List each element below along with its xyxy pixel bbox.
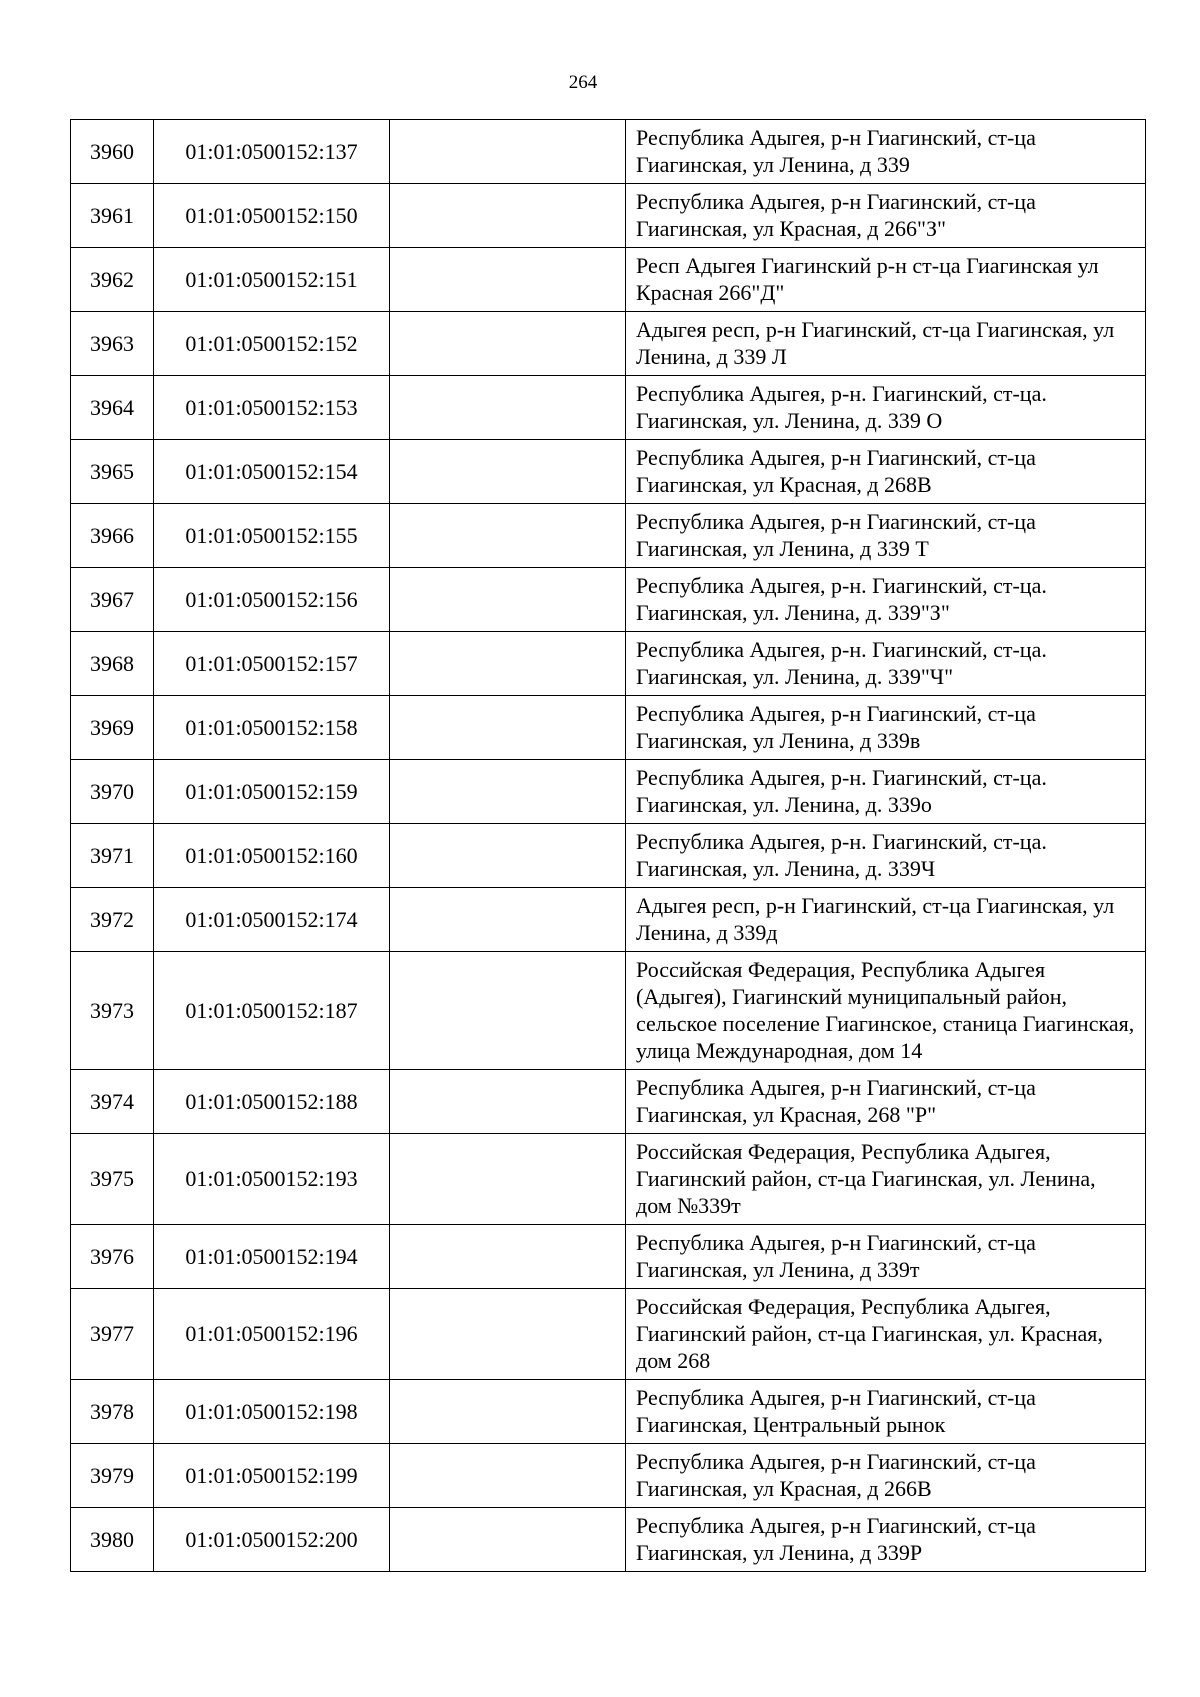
row-number-cell: 3962 — [71, 248, 154, 312]
table-row — [71, 184, 1146, 248]
empty-cell — [390, 760, 626, 824]
empty-cell — [390, 248, 626, 312]
row-number-cell: 3960 — [71, 120, 154, 184]
registry-table — [70, 119, 1146, 1572]
table-row — [71, 1380, 1146, 1444]
address-cell: Российская Федерация, Республика Адыгея, Гиагинский район, ст-ца Гиагинская, ул. Ленина, дом №339т — [626, 1134, 1146, 1225]
empty-cell — [390, 1134, 626, 1225]
cadastral-number-cell: 01:01:0500152:159 — [154, 760, 390, 824]
table-row — [71, 1508, 1146, 1572]
cadastral-number-cell: 01:01:0500152:155 — [154, 504, 390, 568]
table-row — [71, 1225, 1146, 1289]
empty-cell — [390, 1225, 626, 1289]
empty-cell — [390, 1380, 626, 1444]
address-cell: Адыгея респ, р-н Гиагинский, ст-ца Гиагинская, ул Ленина, д 339д — [626, 888, 1146, 952]
cadastral-number-cell: 01:01:0500152:153 — [154, 376, 390, 440]
empty-cell — [390, 568, 626, 632]
row-number-cell: 3969 — [71, 696, 154, 760]
address-cell: Республика Адыгея, р-н Гиагинский, ст-ца Гиагинская, ул Ленина, д 339т — [626, 1225, 1146, 1289]
cadastral-number-cell: 01:01:0500152:174 — [154, 888, 390, 952]
table-row — [71, 888, 1146, 952]
row-number-cell: 3961 — [71, 184, 154, 248]
address-cell: Российская Федерация, Республика Адыгея, Гиагинский район, ст-ца Гиагинская, ул. Красная, дом 268 — [626, 1289, 1146, 1380]
empty-cell — [390, 440, 626, 504]
address-cell: Республика Адыгея, р-н Гиагинский, ст-ца Гиагинская, ул Красная, 268 "Р" — [626, 1070, 1146, 1134]
cadastral-number-cell: 01:01:0500152:196 — [154, 1289, 390, 1380]
cadastral-number-cell: 01:01:0500152:152 — [154, 312, 390, 376]
address-cell: Республика Адыгея, р-н. Гиагинский, ст-ца. Гиагинская, ул. Ленина, д. 339Ч — [626, 824, 1146, 888]
empty-cell — [390, 184, 626, 248]
cadastral-number-cell: 01:01:0500152:150 — [154, 184, 390, 248]
address-cell: Российская Федерация, Республика Адыгея (Адыгея), Гиагинский муниципальный район, сельское поселение Гиагинское, станица Гиагинская, улица Международная, дом 14 — [626, 952, 1146, 1070]
address-cell: Республика Адыгея, р-н. Гиагинский, ст-ца. Гиагинская, ул. Ленина, д. 339"Ч" — [626, 632, 1146, 696]
table-row — [71, 568, 1146, 632]
table-row — [71, 440, 1146, 504]
page-number: 264 — [568, 72, 598, 93]
empty-cell — [390, 824, 626, 888]
address-cell: Республика Адыгея, р-н Гиагинский, ст-ца Гиагинская, Центральный рынок — [626, 1380, 1146, 1444]
row-number-cell: 3979 — [71, 1444, 154, 1508]
table-row — [71, 1289, 1146, 1380]
table-row — [71, 1134, 1146, 1225]
address-cell: Республика Адыгея, р-н. Гиагинский, ст-ца. Гиагинская, ул. Ленина, д. 339 О — [626, 376, 1146, 440]
empty-cell — [390, 1508, 626, 1572]
table-row — [71, 248, 1146, 312]
cadastral-number-cell: 01:01:0500152:160 — [154, 824, 390, 888]
table-row — [71, 1070, 1146, 1134]
address-cell: Республика Адыгея, р-н Гиагинский, ст-ца Гиагинская, ул Красная, д 266"З" — [626, 184, 1146, 248]
cadastral-number-cell: 01:01:0500152:151 — [154, 248, 390, 312]
table-row — [71, 120, 1146, 184]
registry-table-body — [71, 120, 1146, 1572]
table-row — [71, 824, 1146, 888]
table-row — [71, 760, 1146, 824]
cadastral-number-cell: 01:01:0500152:158 — [154, 696, 390, 760]
address-cell: Респ Адыгея Гиагинский р-н ст-ца Гиагинская ул Красная 266"Д" — [626, 248, 1146, 312]
empty-cell — [390, 376, 626, 440]
row-number-cell: 3975 — [71, 1134, 154, 1225]
empty-cell — [390, 1289, 626, 1380]
table-row — [71, 696, 1146, 760]
cadastral-number-cell: 01:01:0500152:156 — [154, 568, 390, 632]
cadastral-number-cell: 01:01:0500152:199 — [154, 1444, 390, 1508]
address-cell: Республика Адыгея, р-н. Гиагинский, ст-ца. Гиагинская, ул. Ленина, д. 339о — [626, 760, 1146, 824]
row-number-cell: 3980 — [71, 1508, 154, 1572]
empty-cell — [390, 1444, 626, 1508]
address-cell: Республика Адыгея, р-н Гиагинский, ст-ца Гиагинская, ул Ленина, д 339в — [626, 696, 1146, 760]
empty-cell — [390, 888, 626, 952]
empty-cell — [390, 1070, 626, 1134]
row-number-cell: 3965 — [71, 440, 154, 504]
table-row — [71, 952, 1146, 1070]
address-cell: Республика Адыгея, р-н Гиагинский, ст-ца Гиагинская, ул Ленина, д 339 Т — [626, 504, 1146, 568]
table-row — [71, 376, 1146, 440]
empty-cell — [390, 120, 626, 184]
row-number-cell: 3964 — [71, 376, 154, 440]
row-number-cell: 3976 — [71, 1225, 154, 1289]
address-cell: Республика Адыгея, р-н Гиагинский, ст-ца Гиагинская, ул Ленина, д 339 — [626, 120, 1146, 184]
empty-cell — [390, 312, 626, 376]
empty-cell — [390, 632, 626, 696]
empty-cell — [390, 696, 626, 760]
address-cell: Республика Адыгея, р-н. Гиагинский, ст-ца. Гиагинская, ул. Ленина, д. 339"З" — [626, 568, 1146, 632]
row-number-cell: 3974 — [71, 1070, 154, 1134]
row-number-cell: 3967 — [71, 568, 154, 632]
row-number-cell: 3966 — [71, 504, 154, 568]
address-cell: Республика Адыгея, р-н Гиагинский, ст-ца Гиагинская, ул Ленина, д 339Р — [626, 1508, 1146, 1572]
row-number-cell: 3972 — [71, 888, 154, 952]
row-number-cell: 3968 — [71, 632, 154, 696]
cadastral-number-cell: 01:01:0500152:193 — [154, 1134, 390, 1225]
table-row — [71, 632, 1146, 696]
address-cell: Адыгея респ, р-н Гиагинский, ст-ца Гиагинская, ул Ленина, д 339 Л — [626, 312, 1146, 376]
cadastral-number-cell: 01:01:0500152:188 — [154, 1070, 390, 1134]
empty-cell — [390, 504, 626, 568]
row-number-cell: 3970 — [71, 760, 154, 824]
table-row — [71, 504, 1146, 568]
cadastral-number-cell: 01:01:0500152:198 — [154, 1380, 390, 1444]
cadastral-number-cell: 01:01:0500152:200 — [154, 1508, 390, 1572]
row-number-cell: 3963 — [71, 312, 154, 376]
cadastral-number-cell: 01:01:0500152:154 — [154, 440, 390, 504]
cadastral-number-cell: 01:01:0500152:187 — [154, 952, 390, 1070]
empty-cell — [390, 952, 626, 1070]
row-number-cell: 3973 — [71, 952, 154, 1070]
cadastral-number-cell: 01:01:0500152:137 — [154, 120, 390, 184]
row-number-cell: 3977 — [71, 1289, 154, 1380]
table-row — [71, 312, 1146, 376]
table-row — [71, 1444, 1146, 1508]
address-cell: Республика Адыгея, р-н Гиагинский, ст-ца Гиагинская, ул Красная, д 266В — [626, 1444, 1146, 1508]
row-number-cell: 3971 — [71, 824, 154, 888]
address-cell: Республика Адыгея, р-н Гиагинский, ст-ца Гиагинская, ул Красная, д 268В — [626, 440, 1146, 504]
cadastral-number-cell: 01:01:0500152:157 — [154, 632, 390, 696]
cadastral-number-cell: 01:01:0500152:194 — [154, 1225, 390, 1289]
row-number-cell: 3978 — [71, 1380, 154, 1444]
